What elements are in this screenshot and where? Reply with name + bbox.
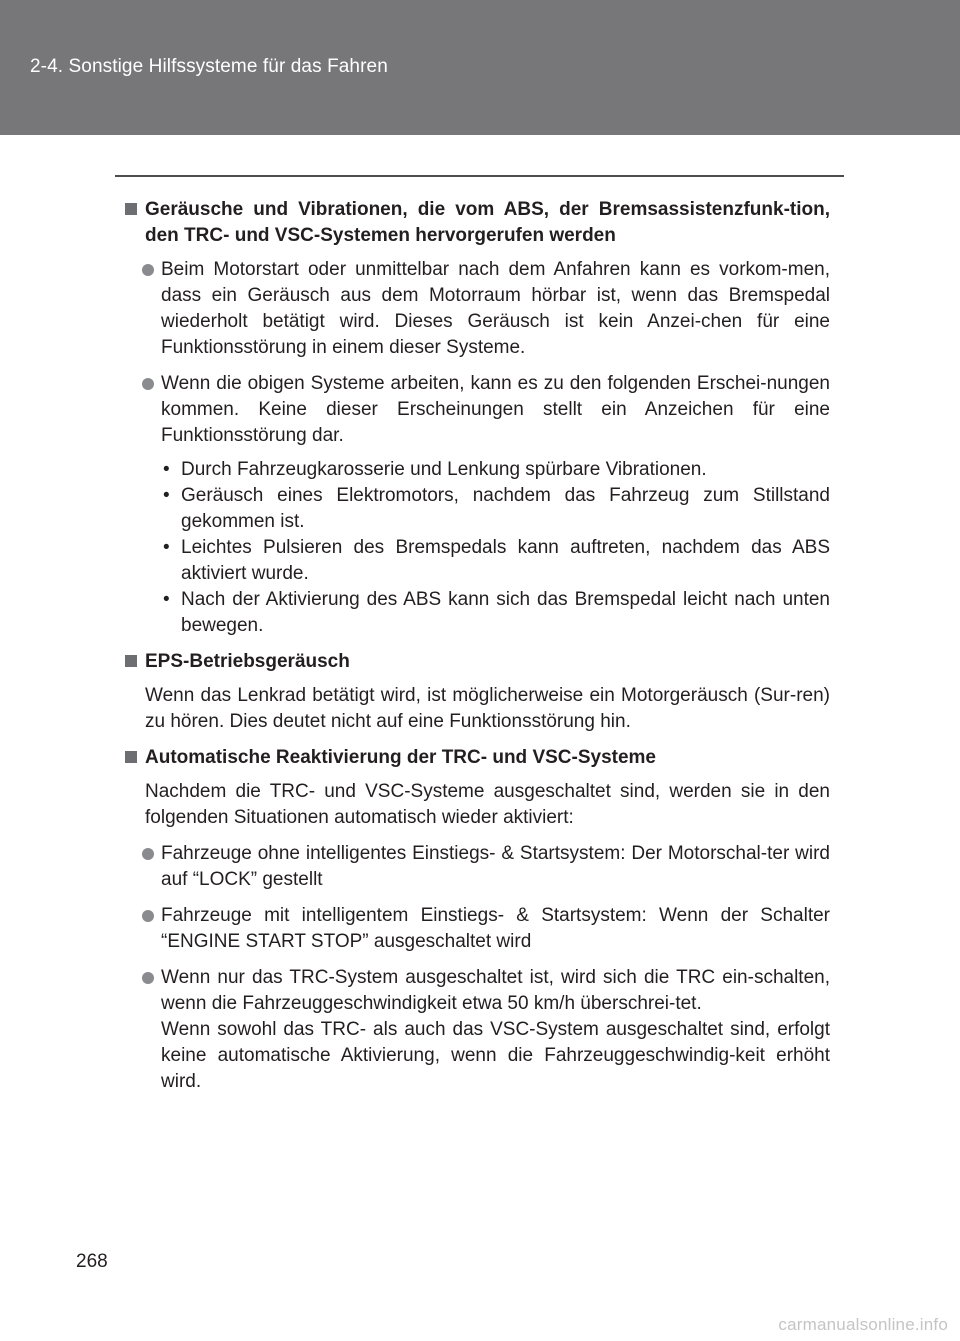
circle-bullet-icon	[142, 378, 154, 390]
circle-bullet-icon	[142, 848, 154, 860]
sub-list-item-text: Nach der Aktivierung des ABS kann sich das Bremspedal leicht nach unten bewegen.	[181, 589, 830, 636]
list-item-text: Beim Motorstart oder unmittelbar nach dem Anfahren kann es vorkom-men, dass ein Geräusch aus dem Motorraum hörbar ist, wenn das Bremspedal wiederholt betätigt wird. Dieses Geräusch ist kein Anzei-chen für eine Funktionsstörung in einem dieser Systeme.	[161, 259, 830, 358]
section-body: Wenn das Lenkrad betätigt wird, ist möglicherweise ein Motorgeräusch (Sur-ren) zu hören. Dies deutet nicht auf eine Funktionsstörung hin.	[145, 685, 830, 732]
page-content	[123, 197, 830, 1105]
bullet-dot-icon: •	[163, 537, 170, 558]
list-item	[123, 903, 830, 955]
sub-list-item	[161, 483, 830, 535]
sub-list-item	[161, 587, 830, 639]
list-item-text: Wenn nur das TRC-System ausgeschaltet ist, wird sich die TRC ein-schalten, wenn die Fahrzeuggeschwindigkeit etwa 50 km/h überschrei-tet.	[161, 967, 830, 1014]
section-heading-eps	[123, 649, 830, 675]
sub-list-item-text: Geräusch eines Elektromotors, nachdem das Fahrzeug zum Stillstand gekommen ist.	[181, 485, 830, 532]
chapter-title: 2-4. Sonstige Hilfssysteme für das Fahren	[30, 56, 388, 77]
section-heading-reactivation	[123, 745, 830, 771]
circle-bullet-icon	[142, 972, 154, 984]
list-item-text: Fahrzeuge mit intelligentem Einstiegs- & Startsystem: Wenn der Schalter “ENGINE START STOP” ausgeschaltet wird	[161, 905, 830, 952]
sub-list-item	[161, 535, 830, 587]
bullet-dot-icon: •	[163, 589, 170, 610]
watermark: carmanualsonline.info	[778, 1315, 948, 1334]
bullet-dot-icon: •	[163, 485, 170, 506]
list-item-text: Wenn die obigen Systeme arbeiten, kann es zu den folgenden Erschei-nungen kommen. Keine dieser Erscheinungen stellt ein Anzeichen für eine Funktionsstörung dar.	[161, 373, 830, 446]
section-body: Nachdem die TRC- und VSC-Systeme ausgeschaltet sind, werden sie in den folgenden Situationen automatisch wieder aktiviert:	[145, 781, 830, 828]
phenomena-list	[123, 457, 830, 639]
section-heading-text: Automatische Reaktivierung der TRC- und VSC-Systeme	[145, 747, 656, 768]
list-item	[123, 257, 830, 361]
square-bullet-icon	[125, 655, 137, 667]
sub-list-item-text: Durch Fahrzeugkarosserie und Lenkung spürbare Vibrationen.	[181, 459, 707, 480]
list-item	[123, 841, 830, 893]
square-bullet-icon	[125, 751, 137, 763]
section-divider	[115, 175, 844, 177]
list-item	[123, 371, 830, 449]
sub-list-item-text: Leichtes Pulsieren des Bremspedals kann auftreten, nachdem das ABS aktiviert wurde.	[181, 537, 830, 584]
section-heading-noise	[123, 197, 830, 249]
circle-bullet-icon	[142, 910, 154, 922]
list-item	[123, 965, 830, 1095]
square-bullet-icon	[125, 203, 137, 215]
section-heading-text: Geräusche und Vibrationen, die vom ABS, der Bremsassistenzfunk-tion, den TRC- und VSC-Systemen hervorgerufen werden	[145, 199, 830, 246]
list-item-continuation: Wenn sowohl das TRC- als auch das VSC-System ausgeschaltet sind, erfolgt keine automatische Aktivierung, wenn die Fahrzeuggeschwindig-keit erhöht wird.	[161, 1019, 830, 1092]
list-item-text: Fahrzeuge ohne intelligentes Einstiegs- & Startsystem: Der Motorschal-ter wird auf “LOCK” gestellt	[161, 843, 830, 890]
page-header	[0, 0, 960, 135]
sub-list-item	[161, 457, 830, 483]
circle-bullet-icon	[142, 264, 154, 276]
section-heading-text: EPS-Betriebsgeräusch	[145, 651, 350, 672]
bullet-dot-icon: •	[163, 459, 170, 480]
page-number: 268	[76, 1251, 108, 1272]
